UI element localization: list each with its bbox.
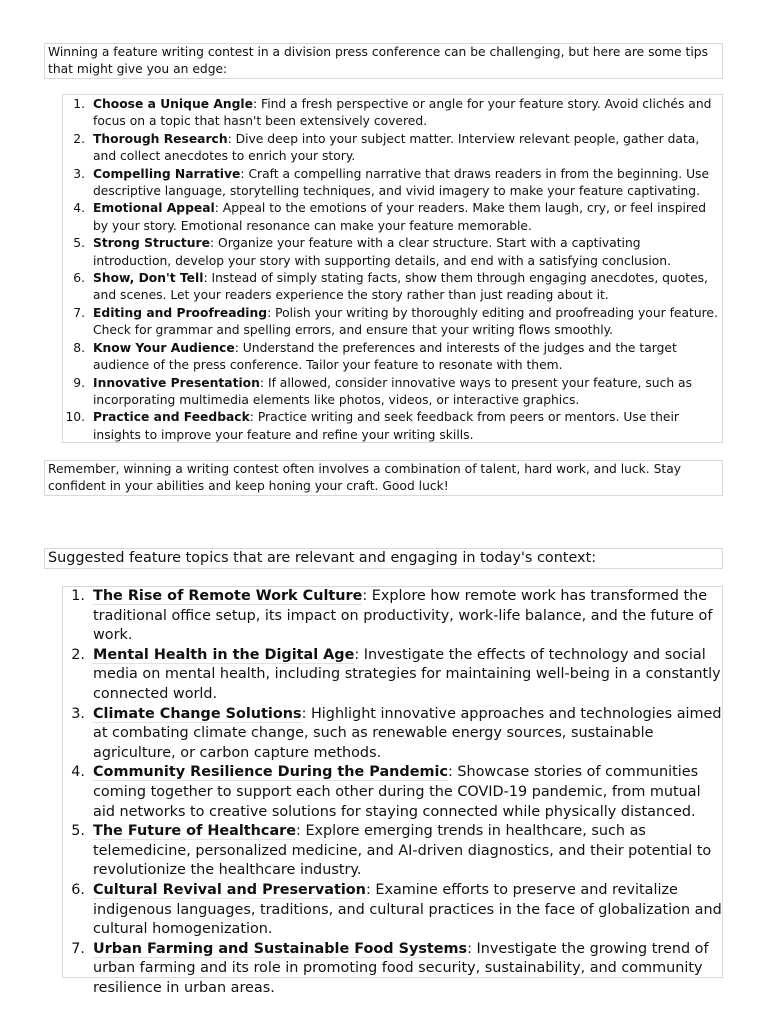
list-number: 9. (73, 375, 85, 390)
tip-text: : If allowed, consider innovative ways to present your feature, such as incorporating multimedia elements like photos, videos, or interactive graphics. (93, 375, 692, 407)
list-number: 8. (73, 340, 85, 355)
list-item (63, 705, 722, 764)
tip-title: Emotional Appeal (93, 201, 215, 216)
list-item (63, 166, 722, 201)
topic-title: Climate Change Solutions (93, 705, 302, 722)
topic-text: : Examine efforts to preserve and revitalize indigenous languages, traditions, and cultural practices in the face of globalization and cultural homogenization. (93, 881, 722, 938)
tip-text: : Organize your feature with a clear structure. Start with a captivating introduction, develop your story with supporting details, and end with a satisfying conclusion. (93, 236, 671, 268)
list-item (63, 409, 722, 444)
list-number: 3. (71, 705, 85, 722)
tip-title: Choose a Unique Angle (93, 97, 253, 111)
list-number: 5. (73, 236, 85, 251)
topics-list (63, 587, 722, 998)
closing-paragraph: Remember, winning a writing contest often involves a combination of talent, hard work, and luck. Stay confident in your abilities and keep honing your craft. Good luck! (44, 460, 723, 496)
topic-title: Mental Health in the Digital Age (93, 646, 355, 663)
tip-title: Know Your Audience (93, 340, 235, 355)
list-item (63, 200, 722, 235)
tips-list (63, 95, 722, 444)
topic-text: : Highlight innovative approaches and technologies aimed at combating climate change, such as renewable energy sources, sustainable agriculture, or carbon capture methods. (93, 705, 722, 761)
tip-title: Show, Don't Tell (93, 271, 204, 286)
intro-paragraph: Winning a feature writing contest in a division press conference can be challenging, but here are some tips that might give you an edge: (44, 43, 723, 79)
list-number: 4. (71, 764, 85, 781)
list-item (63, 96, 722, 131)
tip-title: Thorough Research (93, 131, 228, 146)
topic-title: Urban Farming and Sustainable Food Systems (93, 940, 468, 957)
topic-text: : Showcase stories of communities coming together to support each other during the COVID-19 pandemic, from mutual aid networks to creative solutions for staying connected while physically distanced. (93, 764, 701, 820)
list-item (63, 587, 722, 646)
tip-title: Editing and Proofreading (93, 305, 268, 320)
list-number: 2. (71, 646, 85, 663)
tip-text: : Polish your writing by thoroughly editing and proofreading your feature. Check for grammar and spelling errors, and ensure that your writing flows smoothly. (93, 305, 718, 338)
list-item (63, 881, 722, 940)
topic-text: : Explore emerging trends in healthcare, such as telemedicine, personalized medicine, and AI-driven diagnostics, and their potential to revolutionize the healthcare industry. (93, 823, 712, 879)
list-item (63, 822, 722, 881)
tip-text: : Practice writing and seek feedback from peers or mentors. Use their insights to improve your feature and refine your writing skills. (93, 410, 679, 442)
list-item (63, 305, 722, 340)
tip-text: : Dive deep into your subject matter. Interview relevant people, gather data, and collect anecdotes to enrich your story. (93, 131, 700, 164)
list-number: 3. (73, 166, 85, 181)
tip-title: Innovative Presentation (93, 375, 260, 390)
list-item (63, 940, 722, 999)
topic-text: : Investigate the growing trend of urban farming and its role in promoting food security, sustainability, and community resilience in urban areas. (93, 940, 709, 996)
tip-text: : Instead of simply stating facts, show them through engaging anecdotes, quotes, and scenes. Let your readers experience the story rather than just reading about it. (93, 271, 708, 303)
list-number: 7. (71, 940, 85, 957)
list-item (63, 340, 722, 375)
list-number: 6. (71, 881, 85, 898)
list-number: 2. (73, 131, 85, 146)
topic-text: : Investigate the effects of technology and social media on mental health, including strategies for maintaining well-being in a constantly connected world. (93, 646, 721, 702)
tip-text: : Appeal to the emotions of your readers. Make them laugh, cry, or feel inspired by your story. Emotional resonance can make your feature memorable. (93, 201, 707, 233)
topic-title: Community Resilience During the Pandemic (93, 764, 448, 781)
list-item (63, 235, 722, 270)
topics-heading: Suggested feature topics that are relevant and engaging in today's context: (44, 548, 723, 569)
topic-title: The Rise of Remote Work Culture (93, 588, 363, 604)
list-item (63, 270, 722, 305)
list-number: 1. (71, 588, 85, 604)
list-number: 4. (73, 201, 85, 216)
topic-title: The Future of Healthcare (93, 823, 297, 840)
list-item (63, 131, 722, 166)
list-number: 10. (65, 410, 85, 425)
tip-title: Practice and Feedback (93, 410, 250, 425)
list-number: 6. (73, 271, 85, 286)
tip-text: : Understand the preferences and interests of the judges and the target audience of the press conference. Tailor your feature to resonate with them. (93, 340, 677, 373)
list-item (63, 375, 722, 410)
topic-title: Cultural Revival and Preservation (93, 881, 366, 898)
topics-list-container (62, 586, 723, 996)
list-number: 1. (73, 97, 85, 111)
list-item (63, 763, 722, 822)
tip-text: : Find a fresh perspective or angle for your feature story. Avoid clichés and focus on a topic that hasn't been extensively covered. (93, 97, 712, 129)
tip-text: : Craft a compelling narrative that draws readers in from the beginning. Use descriptive language, storytelling techniques, and vivid imagery to make your feature captivating. (93, 166, 710, 199)
list-number: 5. (71, 823, 85, 840)
list-item (63, 646, 722, 705)
tip-title: Strong Structure (93, 236, 210, 251)
topic-text: : Explore how remote work has transformed the traditional office setup, its impact on productivity, work-life balance, and the future of work. (93, 588, 713, 644)
tip-title: Compelling Narrative (93, 166, 241, 181)
tips-list-container (62, 94, 723, 443)
list-number: 7. (73, 305, 85, 320)
